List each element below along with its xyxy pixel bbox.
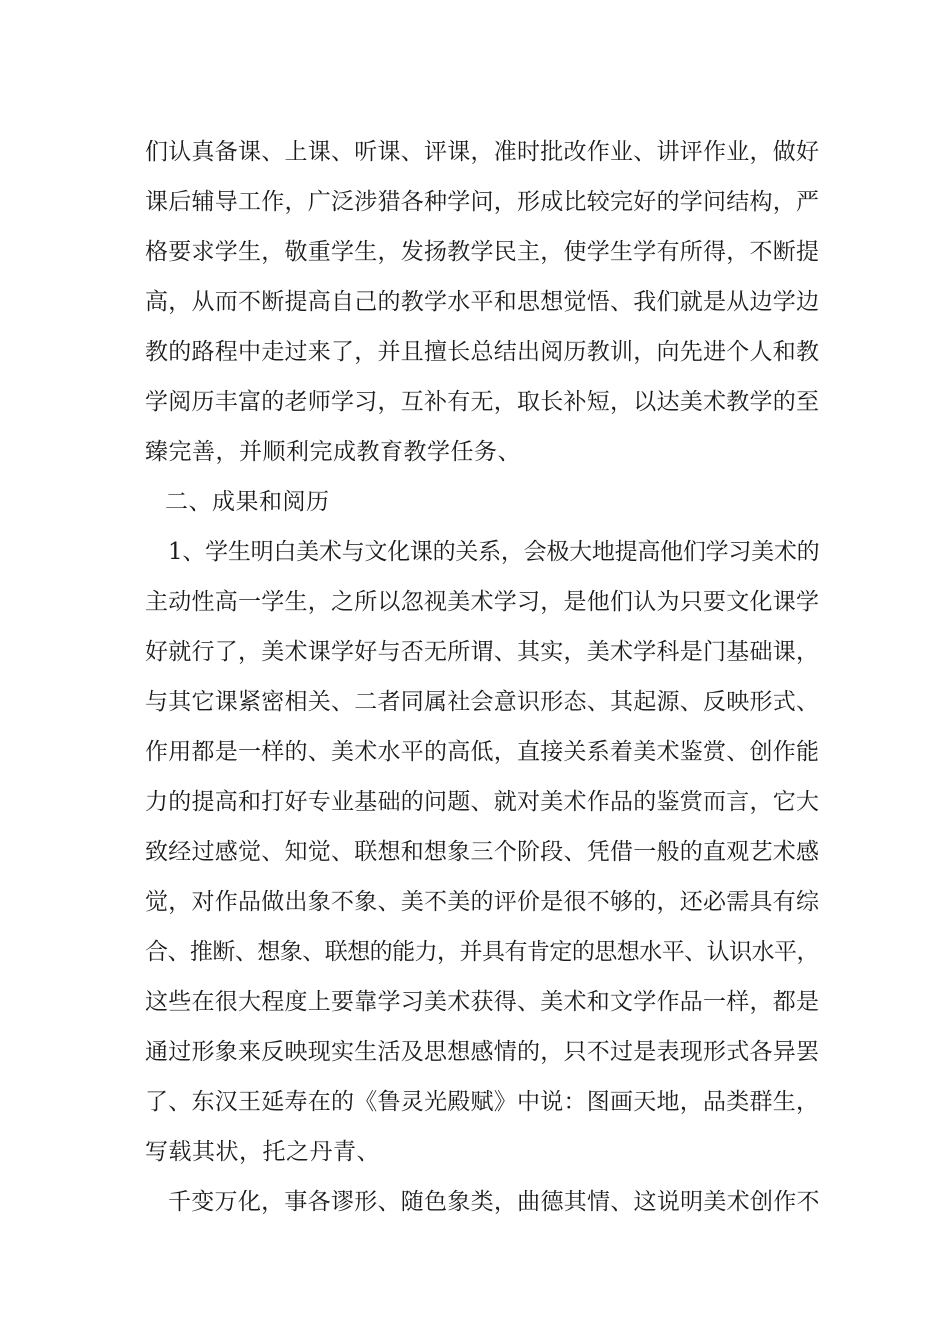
text-line: 好就行了，美术课学好与否无所谓、其实，美术学科是门基础课， (145, 639, 820, 665)
text-line: 力的提高和打好专业基础的问题、就对美术作品的鉴赏而言，它大 (145, 789, 820, 815)
text-line: 合、推断、想象、联想的能力，并具有肯定的思想水平、认识水平， (145, 939, 819, 965)
text-line: 们认真备课、上课、听课、评课，准时批改作业、讲评作业，做好 (145, 139, 820, 165)
text-line: 格要求学生，敬重学生，发扬教学民主，使学生学有所得，不断提 (145, 239, 820, 265)
text-line: 致经过感觉、知觉、联想和想象三个阶段、凭借一般的直观艺术感 (145, 839, 820, 865)
text-line: 觉，对作品做出象不象、美不美的评价是很不够的，还必需具有综 (145, 889, 820, 915)
text-line: 1、学生明白美术与文化课的关系，会极大地提高他们学习美术的 (168, 539, 820, 565)
text-line: 课后辅导工作，广泛涉猎各种学问，形成比较完好的学问结构，严 (145, 189, 820, 215)
text-line: 了、东汉王延寿在的《鲁灵光殿赋》中说：图画天地，品类群生， (145, 1089, 820, 1115)
text-line: 高，从而不断提高自己的教学水平和思想觉悟、我们就是从边学边 (145, 289, 820, 315)
text-line: 与其它课紧密相关、二者同属社会意识形态、其起源、反映形式、 (145, 689, 820, 715)
text-line: 写载其状，托之丹青、 (145, 1139, 380, 1165)
text-line: 通过形象来反映现实生活及思想感情的，只不过是表现形式各异罢 (145, 1039, 820, 1065)
text-line: 这些在很大程度上要靠学习美术获得、美术和文学作品一样，都是 (145, 989, 820, 1015)
text-line: 作用都是一样的、美术水平的高低，直接关系着美术鉴赏、创作能 (145, 739, 820, 765)
text-line: 千变万化，事各谬形、随色象类，曲德其情、这说明美术创作不 (168, 1189, 820, 1215)
text-line: 主动性高一学生，之所以忽视美术学习，是他们认为只要文化课学 (145, 589, 820, 615)
text-line: 教的路程中走过来了，并且擅长总结出阅历教训，向先进个人和教 (145, 339, 820, 365)
text-line: 学阅历丰富的老师学习，互补有无，取长补短，以达美术教学的至 (145, 389, 820, 415)
section-heading: 二、成果和阅历 (165, 489, 330, 515)
text-line: 臻完善，并顺利完成教育教学任务、 (145, 439, 521, 465)
